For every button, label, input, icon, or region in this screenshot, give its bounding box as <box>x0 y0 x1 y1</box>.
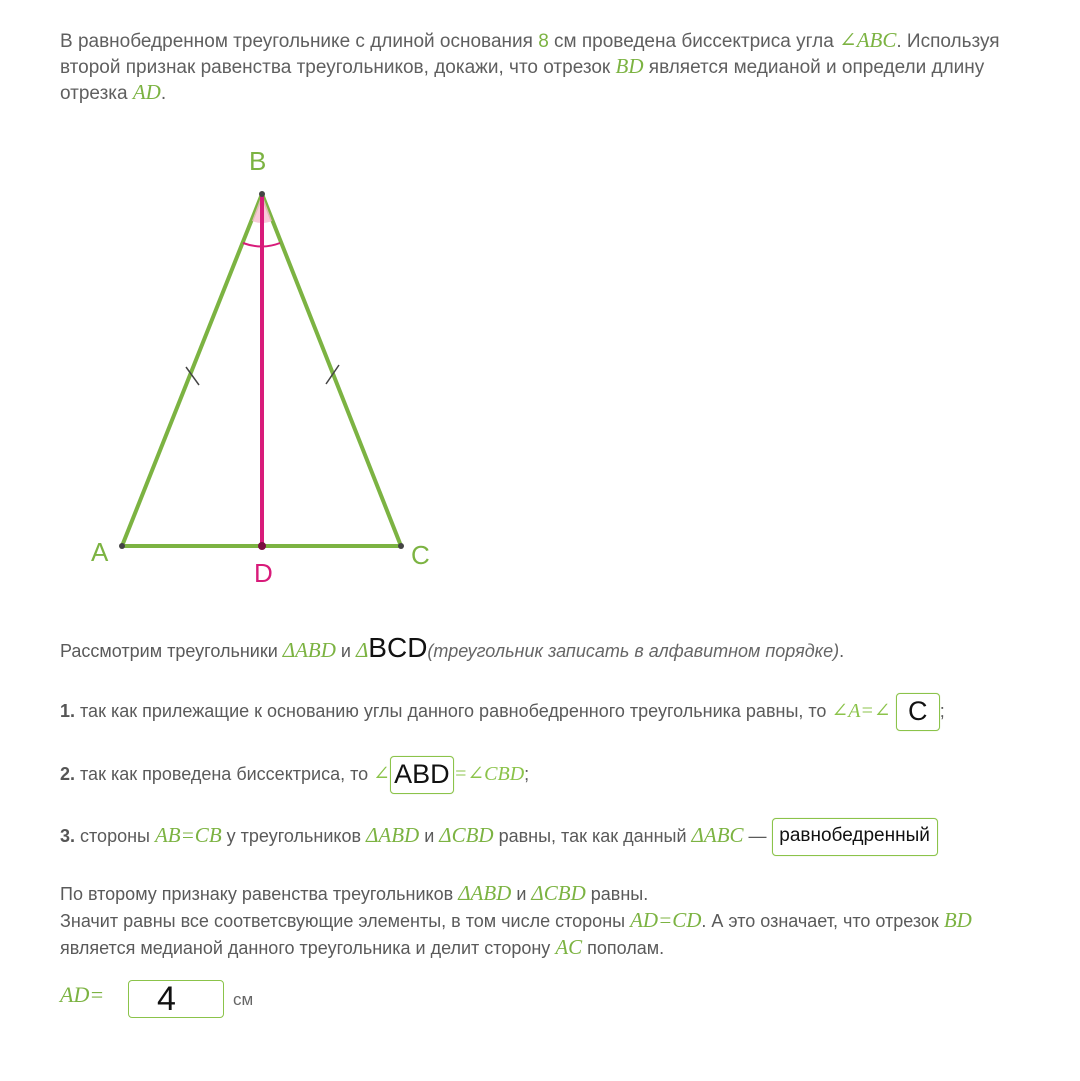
step-2-end: ; <box>524 763 530 784</box>
step-3-text-2: у треугольников <box>221 825 367 846</box>
label-b: B <box>249 146 267 176</box>
label-a: A <box>91 537 109 567</box>
conclusion-text-2a: Значит равны все соответсвующие элементы, в том числе стороны <box>60 911 631 931</box>
triangle-answer-input[interactable]: BCD <box>368 632 428 663</box>
answer-unit: см <box>233 990 254 1009</box>
conclusion <box>60 880 972 961</box>
conclusion-text-3a: является медианой данного треугольника и делит сторону <box>60 938 556 958</box>
step-1-text: так как прилежащие к основанию углы данного равнобедренного треугольника равны, то <box>75 700 832 721</box>
step-3 <box>60 818 938 856</box>
answer-input[interactable]: 4 <box>128 980 224 1018</box>
side-ab <box>122 194 262 546</box>
problem-text-3: . Используя второй признак равенства треугольников, докажи, что отрезок <box>60 31 1000 78</box>
step-1-end: ; <box>939 700 945 721</box>
conclusion-text-1a: По второму признаку равенства треугольников <box>60 884 459 904</box>
consider-hint: (треугольник записать в алфавитном порядке) <box>427 641 840 661</box>
point-c <box>398 543 404 549</box>
conclusion-ac: AC <box>555 935 583 959</box>
triangle-abd: ΔABD <box>282 638 336 662</box>
step-1-expr: ∠A=∠ <box>831 699 891 722</box>
problem-text-1: В равнобедренном треугольнике с длиной основания <box>60 31 539 52</box>
step-3-answer-input[interactable]: равнобедренный <box>772 818 938 856</box>
step-3-tri-cbd: ΔCBD <box>439 822 494 847</box>
answer-label: AD= <box>60 982 105 1007</box>
label-c: C <box>411 540 430 570</box>
step-2-expr: =∠CBD <box>453 762 525 785</box>
step-2-text: так как проведена биссектриса, то <box>75 763 374 784</box>
conclusion-and: и <box>511 884 532 904</box>
step-3-text-3: равны, так как данный <box>493 825 692 846</box>
consider-prefix: Рассмотрим треугольники <box>60 641 283 661</box>
step-2-angle: ∠ <box>373 762 390 785</box>
segment-bd: BD <box>615 54 644 78</box>
step-3-and: и <box>419 825 440 846</box>
segment-ad: AD <box>132 80 161 104</box>
conclusion-line-3 <box>60 934 972 961</box>
problem-text-2: см проведена биссектриса угла <box>548 31 840 52</box>
point-d <box>258 542 266 550</box>
side-bc <box>262 194 401 546</box>
point-b <box>259 191 265 197</box>
conclusion-line-1 <box>60 880 972 907</box>
step-3-text-1: стороны <box>75 825 155 846</box>
conclusion-eq: AD=CD <box>630 908 702 932</box>
problem-text-5: . <box>160 83 167 104</box>
angle-abc: ∠ABC <box>839 28 897 52</box>
conclusion-tri-cbd: ΔCBD <box>531 881 586 905</box>
step-3-sides: AB=CB <box>154 822 222 847</box>
problem-text-4: является медианой и определи длину отрезка <box>60 57 985 104</box>
base-length: 8 <box>538 31 549 52</box>
conclusion-text-3b: пополам. <box>582 938 665 958</box>
step-1-number: 1. <box>60 700 76 721</box>
step-2 <box>60 756 529 794</box>
step-3-dash: — <box>743 825 772 846</box>
step-1 <box>60 693 945 731</box>
conclusion-text-2b: . А это означает, что отрезок <box>701 911 944 931</box>
consider-line <box>60 632 844 664</box>
step-2-number: 2. <box>60 763 76 784</box>
consider-and: и <box>335 641 356 661</box>
label-d: D <box>254 558 273 588</box>
consider-suffix: . <box>839 641 845 661</box>
step-3-number: 3. <box>60 825 76 846</box>
problem-statement <box>60 28 1030 106</box>
point-a <box>119 543 125 549</box>
step-2-answer-input[interactable]: ABD <box>390 756 454 794</box>
step-3-tri-abd: ΔABD <box>366 822 420 847</box>
step-1-answer-input[interactable]: C <box>896 693 940 731</box>
conclusion-line-2 <box>60 907 972 934</box>
step-3-tri-abc: ΔABC <box>691 822 744 847</box>
conclusion-tri-abd: ΔABD <box>458 881 512 905</box>
conclusion-bd: BD <box>943 908 972 932</box>
conclusion-text-1b: равны. <box>585 884 649 904</box>
triangle-figure <box>80 140 460 590</box>
triangle-delta: Δ <box>355 638 369 662</box>
